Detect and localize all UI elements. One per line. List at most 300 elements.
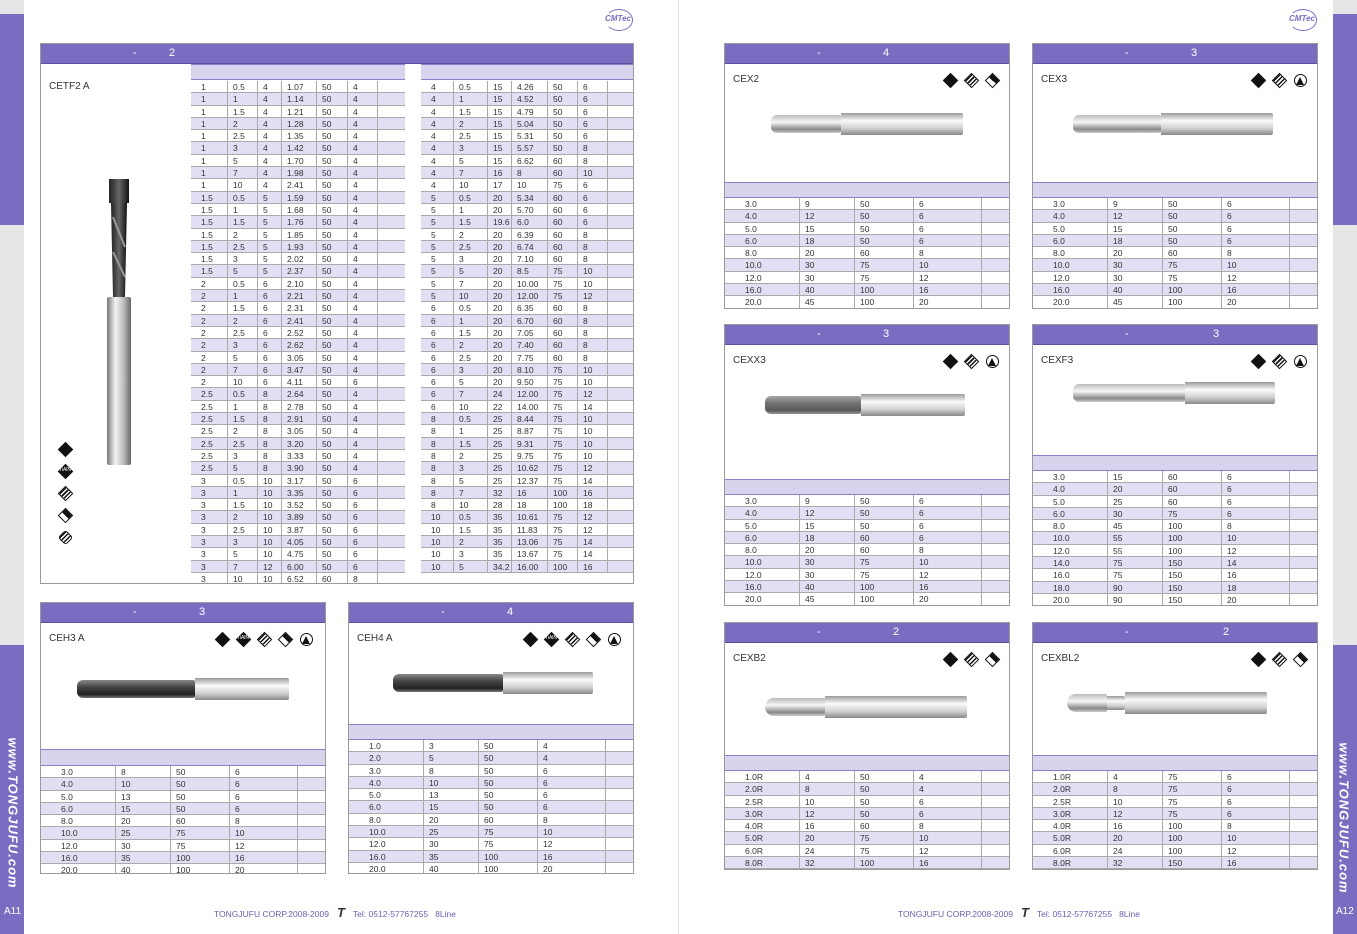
table-cell: 10 <box>263 475 273 486</box>
table-row <box>191 81 405 93</box>
table-cell: 75 <box>553 414 563 425</box>
table-cell: 5 <box>263 241 268 252</box>
table-cell: 8 <box>1113 784 1118 795</box>
table-cell: 6 <box>919 808 924 819</box>
table-cell: 5 <box>233 549 238 560</box>
table-cell: 5 <box>459 155 464 166</box>
table-cell: 8 <box>919 248 924 259</box>
cexbl2-panel <box>1032 622 1318 870</box>
table-row <box>1033 783 1317 795</box>
table-cell: 4 <box>263 131 268 142</box>
hatched-diamond-icon <box>963 353 979 369</box>
ceh4-panel <box>348 602 634 874</box>
coating-icons <box>1245 353 1308 371</box>
table-cell: 150 <box>1168 570 1183 581</box>
table-row <box>725 544 1009 556</box>
table-cell: 4 <box>353 389 358 400</box>
table-cell: 6 <box>431 401 436 412</box>
table-cell: 50 <box>322 118 332 129</box>
table-cell: 100 <box>860 582 875 593</box>
table-row <box>191 425 405 437</box>
table-cell: 3 <box>233 254 238 265</box>
table-cell: 25 <box>493 450 503 461</box>
table-cell: 0.5 <box>233 278 245 289</box>
table-cell: 4 <box>353 414 358 425</box>
table-row <box>349 789 633 801</box>
table-cell: 6 <box>919 235 924 246</box>
table-cell: 100 <box>1168 285 1183 296</box>
table-row <box>1033 557 1317 569</box>
table-cell: 12 <box>263 561 273 572</box>
table-cell: 6 <box>1227 808 1232 819</box>
table-cell: 1.5 <box>233 106 245 117</box>
column-divider <box>478 740 479 874</box>
column-divider <box>1221 771 1222 869</box>
table-cell: 6 <box>353 475 358 486</box>
table-cell: 6 <box>235 767 240 777</box>
table-row <box>191 142 405 154</box>
table-cell: 15 <box>493 143 503 154</box>
table-cell: 12.00 <box>517 291 539 302</box>
table-row <box>725 247 1009 259</box>
table-cell: 4 <box>919 772 924 782</box>
table-cell: 7.40 <box>517 340 534 351</box>
table-cell: 20 <box>429 814 439 825</box>
table-cell: 5.0R <box>745 833 763 844</box>
table-cell: 4 <box>353 106 358 117</box>
table-cell: 16 <box>1227 285 1237 296</box>
table-cell: 8 <box>1227 248 1232 259</box>
table-cell: 3 <box>201 475 206 486</box>
table-cell: 6 <box>1227 496 1232 507</box>
table-cell: 5 <box>431 217 436 228</box>
column-divider <box>281 81 282 584</box>
product-name: CEH3 A <box>49 633 85 644</box>
table-cell: 20 <box>805 833 815 844</box>
table-cell: 10 <box>805 796 815 807</box>
table-cell: 7 <box>459 278 464 289</box>
table-cell: 2 <box>201 291 206 302</box>
table-cell: 4 <box>353 352 358 363</box>
table-cell: 75 <box>1168 272 1178 283</box>
table-cell: 10 <box>431 524 441 535</box>
coating-icons <box>517 631 622 649</box>
column-divider <box>537 740 538 874</box>
table-cell: 50 <box>860 784 870 795</box>
table-cell: 15 <box>493 131 503 142</box>
table-cell: 100 <box>860 858 875 869</box>
table-cell: 2.0 <box>369 753 381 764</box>
table-cell: 1.93 <box>287 241 304 252</box>
table-row <box>725 235 1009 247</box>
table-cell: 4.79 <box>517 106 534 117</box>
table-cell: 10 <box>583 278 593 289</box>
table-cell: 16.0 <box>745 285 762 296</box>
table-cell: 1.5 <box>201 192 213 203</box>
table-cell: 25 <box>121 828 131 839</box>
table-cell: 5.70 <box>517 204 534 215</box>
table-row <box>1033 247 1317 259</box>
table-cell: 5 <box>431 204 436 215</box>
table-cell: 7 <box>459 389 464 400</box>
table-cell: 13.67 <box>517 549 539 560</box>
table-cell: 0.5 <box>233 475 245 486</box>
table-row <box>349 863 633 874</box>
table-cell: 10.0 <box>745 260 762 271</box>
table-cell: 1 <box>459 204 464 215</box>
table-cell: 60 <box>553 241 563 252</box>
table-cell: 30 <box>429 839 439 850</box>
table-cell: 25 <box>493 475 503 486</box>
table-cell: 18 <box>805 235 815 246</box>
table-cell: 40 <box>121 865 131 874</box>
table-cell: 150 <box>1168 858 1183 869</box>
half-diamond-icon <box>984 651 1000 667</box>
table-cell: 75 <box>553 438 563 449</box>
product-name: CEXB2 <box>733 653 766 664</box>
table-cell: 8 <box>263 463 268 474</box>
table-cell: 8 <box>583 340 588 351</box>
table-cell: 3.47 <box>287 364 304 375</box>
table-cell: 15 <box>805 520 815 531</box>
table-cell: 1.21 <box>287 106 304 117</box>
table-row <box>191 179 405 191</box>
coating-icons-vertical <box>57 441 77 545</box>
table-row <box>1033 820 1317 832</box>
table-cell: 6 <box>1227 484 1232 495</box>
table-cell: 30 <box>805 260 815 271</box>
table-cell: 8 <box>583 303 588 314</box>
table-cell: 4 <box>353 168 358 179</box>
table-row <box>1033 582 1317 594</box>
panel-header: - 3 <box>41 603 325 623</box>
table-cell: 24 <box>493 389 503 400</box>
table-cell: 75 <box>553 180 563 191</box>
table-row <box>191 192 405 204</box>
column-divider <box>913 495 914 606</box>
table-cell: 0.5 <box>233 82 245 92</box>
table-cell: 2 <box>233 118 238 129</box>
table-row <box>191 450 405 462</box>
table-cell: 2.64 <box>287 389 304 400</box>
table-cell: 1 <box>201 118 206 129</box>
table-cell: 50 <box>1168 235 1178 246</box>
column-divider <box>170 766 171 874</box>
table-cell: 45 <box>805 594 815 605</box>
table-cell: 12 <box>583 291 593 302</box>
table-row <box>191 278 405 290</box>
column-divider <box>227 81 228 584</box>
table-cell: 5 <box>233 266 238 277</box>
table-cell: 1.07 <box>287 82 304 92</box>
table-cell: 50 <box>322 426 332 437</box>
table-cell: 14.0 <box>1053 558 1070 569</box>
table-cell: 20 <box>1113 248 1123 259</box>
table-cell: 100 <box>176 865 191 874</box>
table-cell: 100 <box>1168 545 1183 556</box>
table-cell: 4 <box>353 278 358 289</box>
table-cell: 2.91 <box>287 414 304 425</box>
page-number-right: A12 <box>1336 906 1354 917</box>
table-row <box>191 511 405 523</box>
table-cell: 3 <box>233 450 238 461</box>
table-cell: 1.5 <box>201 266 213 277</box>
table-cell: 50 <box>322 204 332 215</box>
table-row <box>191 376 405 388</box>
table-cell: 16 <box>919 858 929 869</box>
table-cell: 6 <box>353 377 358 388</box>
table-cell: 8.10 <box>517 364 534 375</box>
table-cell: 4 <box>353 463 358 474</box>
table-cell: 30 <box>805 557 815 568</box>
column-divider <box>799 771 800 869</box>
table-cell: 6 <box>431 315 436 326</box>
table-cell: 18 <box>1227 582 1237 593</box>
table-cell: 6 <box>919 211 924 222</box>
column-divider <box>799 198 800 309</box>
table-cell: 4 <box>353 155 358 166</box>
table-cell: 20 <box>493 315 503 326</box>
table-cell: 35 <box>493 512 503 523</box>
table-cell: 8 <box>1227 521 1232 532</box>
product-name: CEX3 <box>1041 74 1068 85</box>
table-cell: 100 <box>484 851 499 862</box>
table-cell: 50 <box>322 352 332 363</box>
table-cell: 50 <box>322 536 332 547</box>
table-cell: 6 <box>235 791 240 802</box>
hatched-diamond-icon <box>256 631 272 647</box>
table-cell: 12 <box>583 389 593 400</box>
diamond-icon <box>214 631 230 647</box>
table-cell: 10 <box>919 260 929 271</box>
table-row <box>191 364 405 376</box>
table-cell: 3 <box>429 741 434 751</box>
table-cell: 3.0 <box>61 767 73 777</box>
table-cell: 6 <box>353 500 358 511</box>
table-cell: 5 <box>459 377 464 388</box>
table-cell: 30 <box>805 569 815 580</box>
table-cell: 60 <box>322 573 332 584</box>
table-cell: 17 <box>493 180 503 191</box>
table-cell: 20 <box>235 865 245 874</box>
table-cell: 12.0 <box>745 272 762 283</box>
table-cell: 2.0R <box>1053 784 1071 795</box>
column-divider <box>316 81 317 584</box>
table-cell: 3 <box>459 549 464 560</box>
table-cell: 50 <box>860 808 870 819</box>
table-cell: 30 <box>1113 272 1123 283</box>
table-cell: 12 <box>1227 545 1237 556</box>
table-cell: 2.37 <box>287 266 304 277</box>
table-row <box>1033 808 1317 820</box>
table-cell: 6 <box>583 204 588 215</box>
table-cell: 40 <box>429 863 439 874</box>
table-cell: 7 <box>459 487 464 498</box>
site-url-right: www.TONGJUFU.com <box>1336 742 1352 894</box>
table-cell: 60 <box>553 155 563 166</box>
table-row <box>725 556 1009 568</box>
table-cell: 14.00 <box>517 401 539 412</box>
table-cell: 32 <box>493 487 503 498</box>
table-row <box>191 487 405 499</box>
table-right <box>421 81 634 573</box>
table-cell: 4 <box>431 168 436 179</box>
product-name: CEXX3 <box>733 355 766 366</box>
table-cell: 50 <box>176 791 186 802</box>
table-cell: 5.0 <box>745 520 757 531</box>
table-cell: 150 <box>1168 558 1183 569</box>
table-cell: 50 <box>322 131 332 142</box>
column-divider <box>799 495 800 606</box>
table-cell: 18.0 <box>1053 582 1070 593</box>
table-cell: 12.00 <box>517 389 539 400</box>
table-cell: 75 <box>553 512 563 523</box>
table-cell: 6 <box>263 303 268 314</box>
table-row <box>191 401 405 413</box>
table-cell: 8 <box>543 814 548 825</box>
column-divider <box>854 771 855 869</box>
column-divider <box>229 766 230 874</box>
table-cell: 60 <box>553 327 563 338</box>
table-cell: 8 <box>431 438 436 449</box>
table-cell: 20.0 <box>745 594 762 605</box>
table-cell: 75 <box>553 426 563 437</box>
table-cell: 16.00 <box>517 561 539 572</box>
table-cell: 40 <box>1113 285 1123 296</box>
table-cell: 0.5 <box>459 512 471 523</box>
table-row <box>191 253 405 265</box>
table-cell: 4 <box>353 401 358 412</box>
table-cell: 3.0 <box>369 765 381 776</box>
table-cell: 2.5 <box>459 352 471 363</box>
table-cell: 20.0 <box>1053 594 1070 605</box>
table-cell: 6 <box>1227 508 1232 519</box>
ceh3-panel <box>40 602 326 874</box>
table-cell: 1 <box>201 155 206 166</box>
table-cell: 10 <box>583 266 593 277</box>
table-cell: 2 <box>459 340 464 351</box>
tool-image <box>1073 110 1273 138</box>
table-cell: 3 <box>201 500 206 511</box>
table-cell: 20 <box>121 816 131 827</box>
table-cell: 10 <box>235 828 245 839</box>
table-cell: 50 <box>553 82 563 92</box>
table-row <box>191 302 405 314</box>
table-cell: 75 <box>860 557 870 568</box>
half-diamond-icon <box>984 72 1000 88</box>
table-row <box>191 216 405 228</box>
table-cell: 6.74 <box>517 241 534 252</box>
table-cell: 8.0 <box>61 816 73 827</box>
table-cell: 3 <box>459 143 464 154</box>
table-cell: 30 <box>121 840 131 851</box>
table-cell: 6 <box>263 278 268 289</box>
table-cell: 50 <box>322 401 332 412</box>
table-cell: 6 <box>919 520 924 531</box>
table-cell: 60 <box>484 814 494 825</box>
table-cell: 12.0 <box>1053 545 1070 556</box>
table-cell: 2 <box>233 512 238 523</box>
table-cell: 8 <box>263 414 268 425</box>
table-cell: 10 <box>233 377 243 388</box>
table-cell: 0.5 <box>459 82 471 92</box>
table-cell: 4 <box>543 753 548 764</box>
table-cell: 75 <box>1168 784 1178 795</box>
table-row <box>725 845 1009 857</box>
table-cell: 4 <box>1113 772 1118 782</box>
table-cell: 1 <box>459 315 464 326</box>
table-cell: 60 <box>553 340 563 351</box>
table-cell: 3 <box>201 549 206 560</box>
table-cell: 4.75 <box>287 549 304 560</box>
tialn-coating-icon: TiAlN <box>235 631 251 647</box>
table-row <box>349 826 633 838</box>
table-cell: 4 <box>431 118 436 129</box>
table-cell: 8.0R <box>745 858 763 869</box>
table-cell: 10 <box>583 168 593 179</box>
table-row <box>191 167 405 179</box>
table-cell: 2.5R <box>1053 796 1071 807</box>
panel-header: - 3 <box>1033 44 1317 64</box>
hatched-diamond-icon <box>57 485 73 501</box>
table-cell: 4 <box>353 204 358 215</box>
table-cell: 10 <box>263 500 273 511</box>
table-cell: 16 <box>919 582 929 593</box>
table-cell: 6 <box>543 777 548 788</box>
table-cell: 55 <box>1113 545 1123 556</box>
table-row <box>191 241 405 253</box>
table-cell: 20.0 <box>369 863 386 874</box>
panel-header: - 3 <box>725 325 1009 345</box>
table-cell: 4.0R <box>1053 821 1071 832</box>
table-cell: 8 <box>583 143 588 154</box>
table-cell: 16 <box>583 487 593 498</box>
table-row <box>191 265 405 277</box>
table-cell: 50 <box>322 278 332 289</box>
table-cell: 4 <box>263 82 268 92</box>
table-row <box>725 198 1009 210</box>
table-cell: 8.87 <box>517 426 534 437</box>
table-cell: 4.0 <box>1053 211 1065 222</box>
column-divider <box>981 198 982 309</box>
table-cell: 40 <box>805 582 815 593</box>
table-cell: 10 <box>583 377 593 388</box>
tialn-coating-icon: TiAlN <box>543 631 559 647</box>
table-cell: 10 <box>1227 533 1237 544</box>
triangle-circle-icon <box>1292 72 1308 88</box>
table-cell: 2.5 <box>233 241 245 252</box>
table-cell: 4 <box>431 82 436 92</box>
table-cell: 10 <box>583 426 593 437</box>
table-cell: 3 <box>201 573 206 584</box>
column-divider <box>115 766 116 874</box>
table-cell: 1.0 <box>369 741 381 751</box>
spec-table <box>1033 471 1317 606</box>
table-cell: 1.59 <box>287 192 304 203</box>
table-cell: 50 <box>322 500 332 511</box>
table-cell: 60 <box>860 821 870 832</box>
table-cell: 2 <box>233 229 238 240</box>
table-row <box>1033 771 1317 783</box>
table-cell: 1.5 <box>233 414 245 425</box>
table-cell: 35 <box>493 536 503 547</box>
table-cell: 4.0 <box>369 777 381 788</box>
table-cell: 4 <box>431 131 436 142</box>
table-cell: 6 <box>583 180 588 191</box>
table-cell: 0.5 <box>233 192 245 203</box>
table-cell: 4 <box>353 131 358 142</box>
table-cell: 4 <box>353 229 358 240</box>
